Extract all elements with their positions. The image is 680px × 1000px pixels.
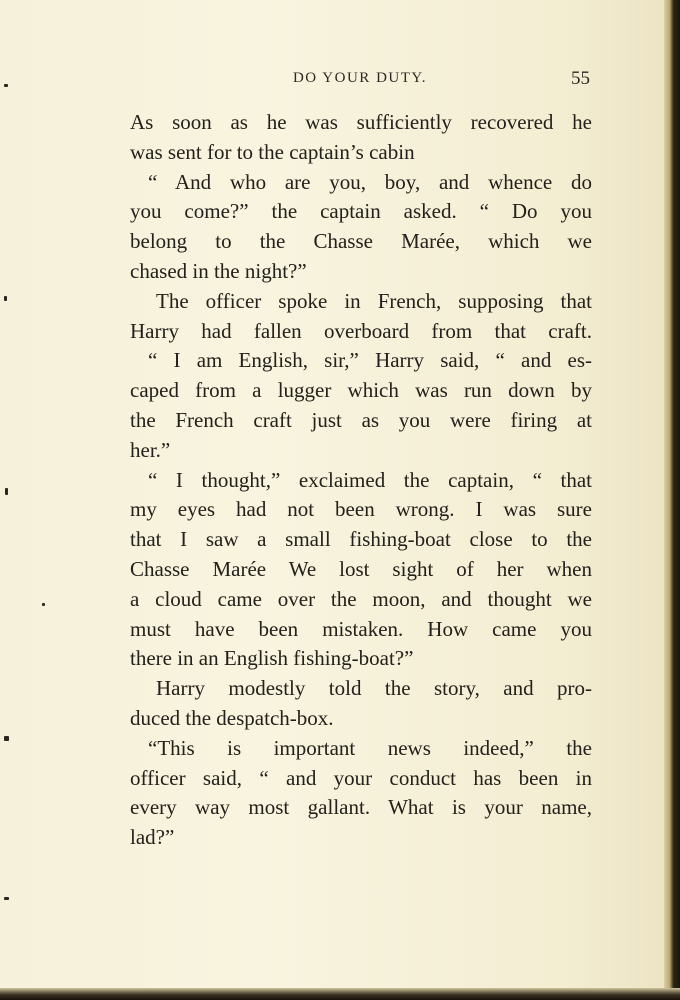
- margin-mark: [4, 736, 9, 741]
- text-line: duced the despatch-box.: [130, 705, 334, 730]
- text-line: The officer spoke in French, supposing that: [156, 288, 592, 313]
- text-line: Harry had fallen overboard from that craft.: [130, 318, 592, 343]
- text-line: a cloud came over the moon, and thought we: [130, 586, 592, 611]
- margin-mark: [4, 84, 8, 87]
- text-line: “This is important news indeed,” the: [148, 735, 592, 760]
- text-line: there in an English fishing-boat?”: [130, 646, 414, 671]
- text-line: “ I am English, sir,” Harry said, “ and es-: [148, 348, 592, 373]
- page-edge-bottom: [0, 988, 680, 1000]
- text-line: Chasse Marée We lost sight of her when: [130, 556, 592, 581]
- text-line: was sent for to the captain’s cabin: [130, 139, 415, 164]
- text-line: every way most gallant. What is your name,: [130, 795, 592, 820]
- margin-mark: [42, 603, 45, 606]
- text-line: Harry modestly told the story, and pro-: [156, 676, 592, 701]
- text-line: her.”: [130, 437, 171, 462]
- page-edge-right: [664, 0, 680, 1000]
- text-line: belong to the Chasse Marée, which we: [130, 229, 592, 254]
- page-header: [128, 70, 592, 92]
- text-line: you come?” the captain asked. “ Do you: [130, 199, 592, 224]
- text-line: officer said, “ and your conduct has been in: [130, 765, 592, 790]
- text-line: “ And who are you, boy, and whence do: [148, 169, 592, 194]
- text-line: that I saw a small fishing-boat close to the: [130, 527, 592, 552]
- text-line: caped from a lugger which was run down by: [130, 378, 592, 403]
- text-line: As soon as he was sufficiently recovered he: [130, 110, 592, 134]
- running-head: DO YOUR DUTY.: [292, 70, 428, 86]
- text-line: my eyes had not been wrong. I was sure: [130, 497, 592, 522]
- text-line: “ I thought,” exclaimed the captain, “ that: [148, 467, 592, 492]
- margin-mark: [4, 897, 9, 900]
- text-line: chased in the night?”: [130, 258, 307, 283]
- margin-mark: [5, 488, 8, 495]
- text-line: lad?”: [130, 825, 175, 850]
- margin-mark: [4, 296, 7, 301]
- body-text: [130, 108, 592, 853]
- page-number: 55: [571, 68, 590, 89]
- text-line: must have been mistaken. How came you: [130, 616, 592, 641]
- text-line: the French craft just as you were firing at: [130, 407, 592, 432]
